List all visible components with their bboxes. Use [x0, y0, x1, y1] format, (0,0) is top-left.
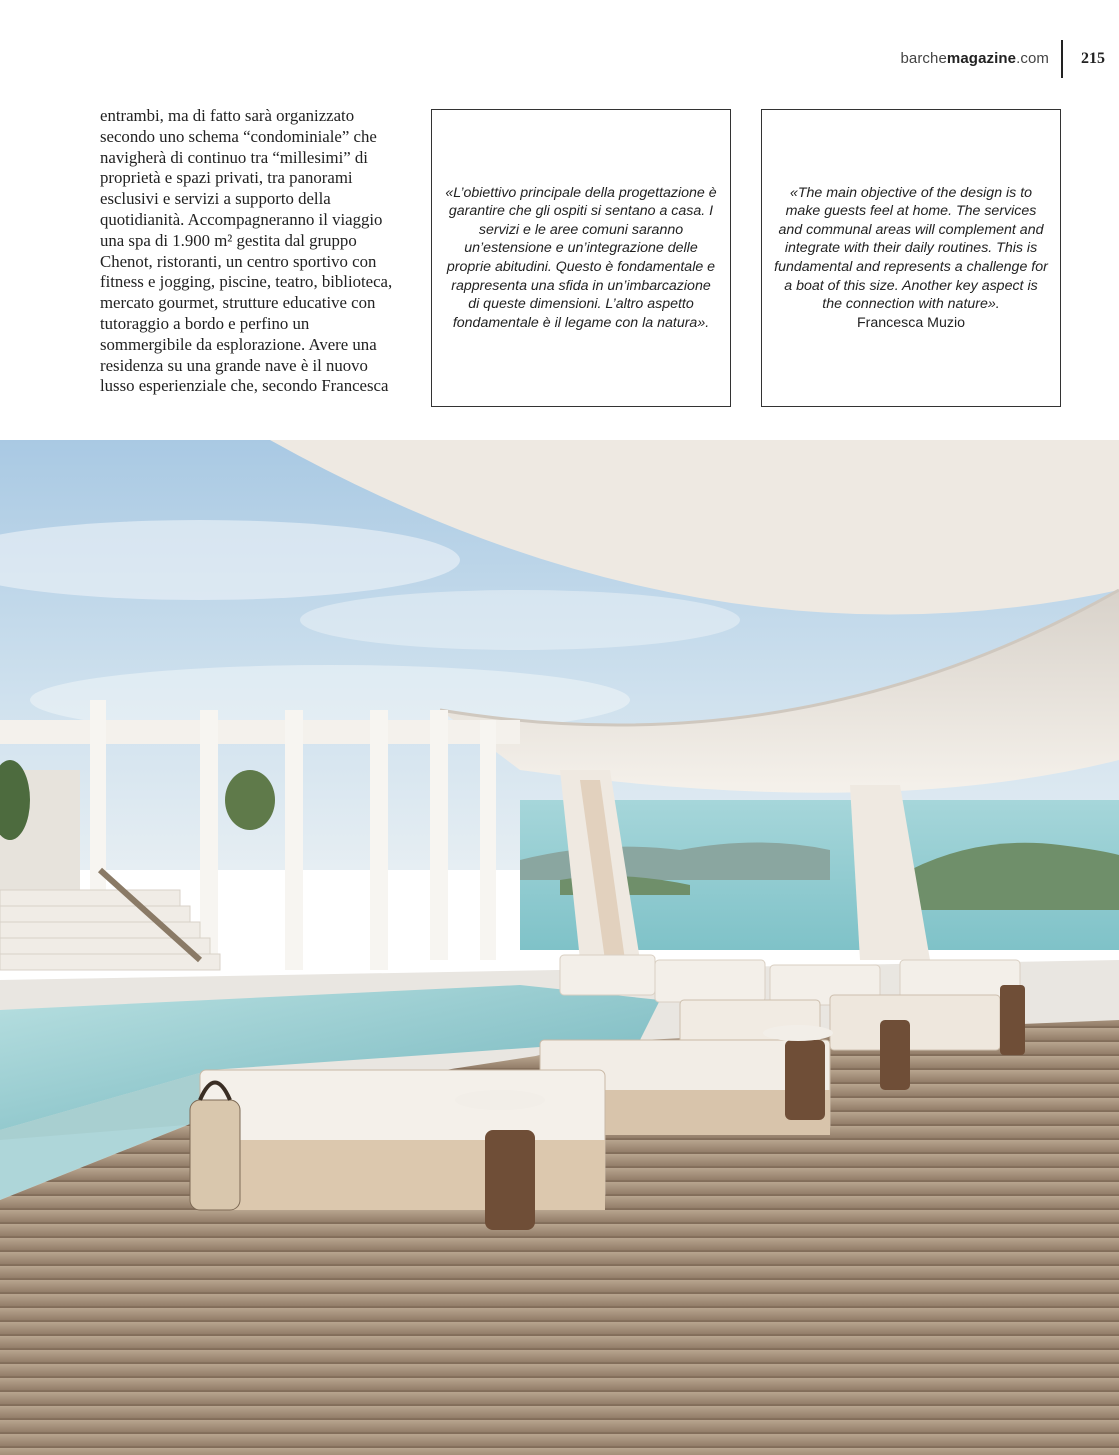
quote-italian-text: «L’obiettivo principale della progettazione è garantire che gli ospiti si sentano a casa. I servizi e le aree comuni saranno un’estensione e un’integrazione delle proprie abitudini. Questo è fondamentale e rappresenta una sfida in un’imbarcazione di queste dimensioni. L’altro aspetto fondamentale è il legame con la natura». — [445, 184, 717, 331]
header-divider — [1061, 40, 1063, 78]
quote-english-text: «The main objective of the design is to make guests feel at home. The services and communal areas will complement and integrate with their daily routines. This is fundamental and represents a challenge for a boat of this size. Another key aspect is the connection with nature». — [774, 184, 1048, 313]
page-number: 215 — [1081, 50, 1105, 67]
page-header — [819, 48, 1119, 78]
yacht-pool-deck-photo — [0, 440, 1119, 1455]
pull-quote-english — [761, 109, 1061, 407]
article-body-column — [100, 106, 400, 397]
site-name[interactable]: barchemagazine.com — [900, 50, 1049, 67]
pull-quote-italian — [431, 109, 731, 407]
quote-attribution: Francesca Muzio — [856, 314, 966, 331]
body-paragraph: entrambi, ma di fatto sarà organizzato secondo uno schema “condominiale” che navigherà di continuo tra “millesimi” di proprietà e spazi privati, tra panorami esclusivi e servizi a supporto della quotidianità. Accompagneranno il viaggio una spa di 1.900 m² gestita dal gruppo Chenot, ristoranti, un centro sportivo con fitness e jogging, piscine, teatro, biblioteca, mercato gourmet, strutture educative con tutoraggio a bordo e perfino un sommergibile da esplorazione. Avere una residenza su una grande nave è il nuovo lusso esperienziale che, secondo Francesca — [100, 106, 393, 396]
